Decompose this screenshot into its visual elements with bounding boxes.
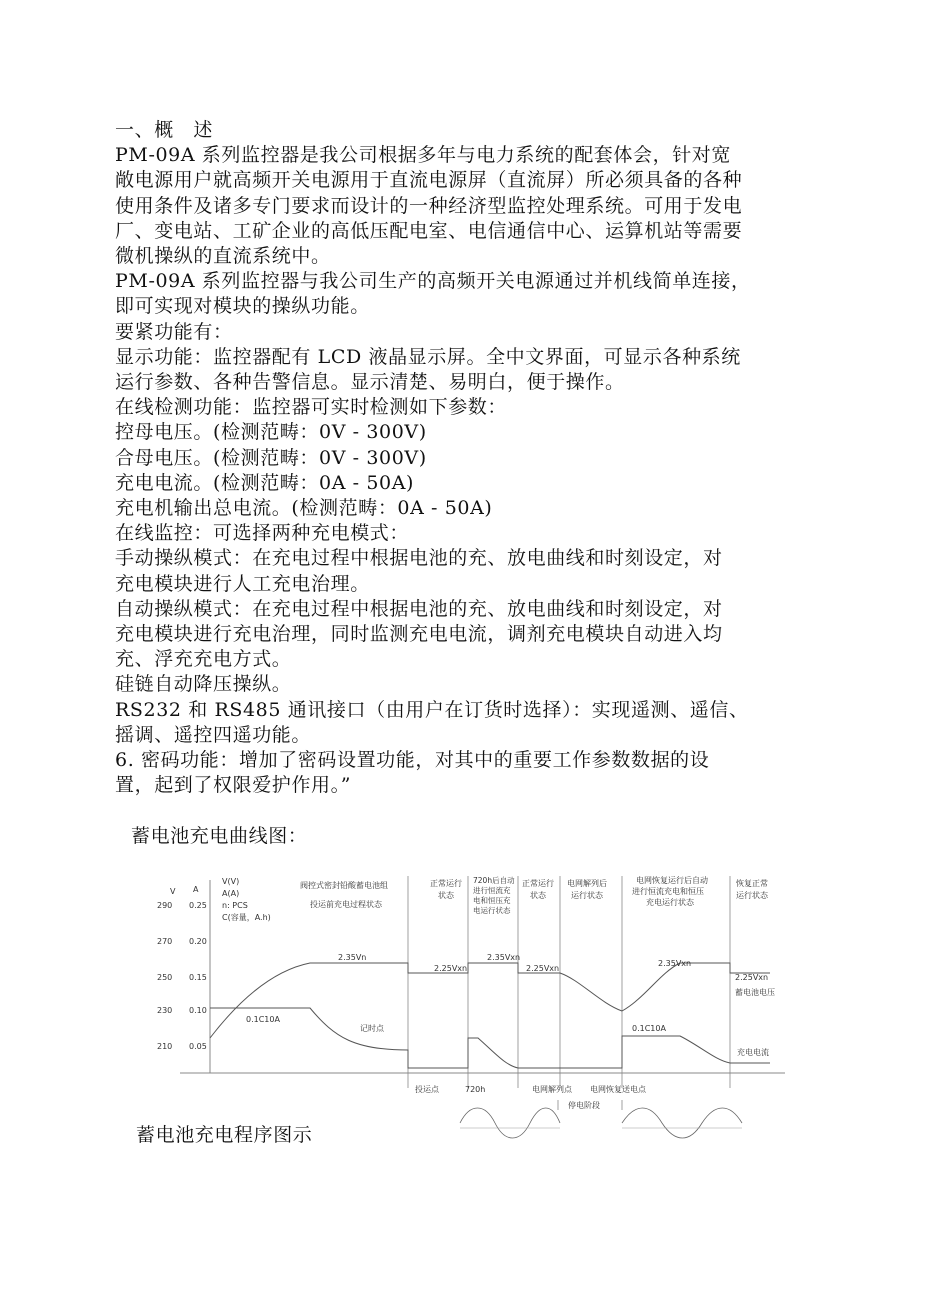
legend-item: C(容量，A.h) (222, 913, 271, 922)
phase-label: 电和恒压充 (473, 896, 511, 905)
grid-restore-label: 电网恢复送电点 (590, 1085, 646, 1094)
phase-label: 进行恒流充电和恒压 (632, 887, 704, 896)
720h-label: 720h (465, 1085, 486, 1094)
legend-item: V(V) (222, 877, 240, 886)
paragraph-line: 摇调、遥控四遥功能。 (115, 723, 312, 746)
phase-label: 状态 (438, 891, 454, 900)
paragraph-line: 要紧功能有： (115, 320, 233, 343)
current-label: 0.1C10A (632, 1024, 666, 1033)
phase-label: 充电运行状态 (646, 898, 694, 907)
legend-item: n: PCS (222, 901, 248, 910)
paragraph-line: 自动操纵模式：在充电过程中根据电池的充、放电曲线和时刻设定，对 (115, 597, 723, 620)
phase-dividers (408, 876, 730, 1088)
phase-label: 正常运行 (430, 879, 462, 888)
waveform-right (622, 1108, 742, 1138)
v-axis-label: V (170, 887, 176, 896)
paragraph-line: 厂、变电站、工矿企业的高低压配电室、电信通信中心、运算机站等需要 (115, 219, 743, 242)
voltage-label: 2.35Vxn (658, 959, 692, 968)
charging-curve-figure (157, 868, 800, 1140)
voltage-label: 2.35Vn (338, 953, 367, 962)
commissioning-point-label: 投运点 (415, 1085, 439, 1094)
paragraph-line: 硅链自动降压操纵。 (115, 673, 292, 696)
phase-label: 投运前充电过程状态 (310, 900, 382, 909)
phase-label: 电网恢复运行后自动 (636, 876, 708, 885)
paragraph-line: 显示功能：监控器配有 LCD 液晶显示屏。全中文界面，可显示各种系统 (115, 345, 741, 368)
phase-label: 进行恒流充 (473, 886, 511, 895)
phase-label: 电运行状态 (473, 906, 511, 915)
a-tick: 0.20 (189, 937, 207, 946)
paragraph-line: PM-09A 系列监控器是我公司根据多年与电力系统的配套体会，针对宽 (115, 144, 731, 167)
phase-label: 电网解列后 (567, 879, 607, 888)
phase-label: 720h后自动 (473, 876, 515, 885)
phase-label: 阀控式密封铅酸蓄电池组 (300, 881, 388, 890)
paragraph-line: 微机操纵的直流系统中。 (115, 245, 331, 268)
paragraph-line: 合母电压。(检测范畴：0V - 300V) (115, 446, 427, 469)
paragraph-line: 运行参数、各种告警信息。显示清楚、易明白，便于操作。 (115, 371, 625, 394)
paragraph-line: 手动操纵模式：在充电过程中根据电池的充、放电曲线和时刻设定，对 (115, 547, 723, 570)
outage-stage-label: 停电阶段 (568, 1101, 600, 1110)
a-axis-label: A (193, 885, 199, 894)
paragraph-line: 在线检测功能：监控器可实时检测如下参数： (115, 396, 508, 419)
charge-current-curve (210, 1008, 770, 1068)
paragraph-line: RS232 和 RS485 通讯接口（由用户在订货时选择）：实现遥测、遥信、 (115, 698, 749, 721)
voltage-label: 2.25Vxn (735, 973, 769, 982)
timing-point-label: 记时点 (360, 1024, 384, 1033)
a-tick: 0.25 (189, 901, 207, 910)
phase-label: 运行状态 (736, 891, 768, 900)
section-heading: 一、概 述 (115, 119, 214, 141)
voltage-label: 2.25Vxn (526, 964, 560, 973)
v-tick: 230 (157, 1006, 173, 1015)
phase-label: 运行状态 (571, 891, 603, 900)
figure-caption-bottom: 蓄电池充电程序图示 (136, 1124, 313, 1146)
a-tick: 0.10 (189, 1006, 207, 1015)
a-tick: 0.15 (189, 973, 207, 982)
paragraph-line: 充电模块进行人工充电治理。 (115, 572, 370, 595)
paragraph-line: 使用条件及诸多专门要求而设计的一种经济型监控处理系统。可用于发电 (115, 194, 743, 217)
battery-voltage-label: 蓄电池电压 (735, 988, 775, 997)
v-tick: 290 (157, 901, 173, 910)
paragraph-line: 6. 密码功能：增加了密码设置功能，对其中的重要工作参数数据的设 (115, 749, 710, 772)
a-tick: 0.05 (189, 1042, 207, 1051)
voltage-label: 2.35Vxn (487, 953, 521, 962)
v-tick: 270 (157, 937, 173, 946)
voltage-label: 2.25Vxn (434, 964, 468, 973)
grid-disconnect-label: 电网解列点 (532, 1085, 572, 1094)
paragraph-line: 置，起到了权限爱护作用。” (115, 774, 352, 797)
paragraph-line: 敞电源用户就高频开关电源用于直流电源屏（直流屏）所必须具备的各种 (115, 169, 743, 192)
waveform-left (460, 1108, 560, 1138)
legend-item: A(A) (222, 889, 240, 898)
paragraph-line: 充电模块进行充电治理，同时监测充电电流，调剂充电模块自动进入均 (115, 623, 723, 646)
paragraph-line: PM-09A 系列监控器与我公司生产的高频开关电源通过并机线简单连接， (115, 270, 751, 293)
document-body (115, 118, 835, 798)
paragraph-line: 充电电流。(检测范畴：0A - 50A) (115, 471, 415, 494)
paragraph-line: 充电机输出总电流。(检测范畴：0A - 50A) (115, 497, 493, 520)
paragraph-line: 控母电压。(检测范畴：0V - 300V) (115, 421, 427, 444)
figure-caption-top: 蓄电池充电曲线图： (131, 825, 308, 847)
charge-current-label: 充电电流 (737, 1048, 769, 1057)
phase-label: 正常运行 (522, 879, 554, 888)
paragraph-line: 充、浮充充电方式。 (115, 648, 292, 671)
battery-voltage-curve (210, 963, 770, 1038)
v-tick: 250 (157, 973, 173, 982)
phase-label: 恢复正常 (736, 879, 768, 888)
paragraph-line: 即可实现对模块的操纵功能。 (115, 295, 370, 318)
phase-label: 状态 (530, 891, 546, 900)
v-tick: 210 (157, 1042, 173, 1051)
current-label: 0.1C10A (246, 1015, 280, 1024)
paragraph-line: 在线监控：可选择两种充电模式： (115, 522, 410, 545)
